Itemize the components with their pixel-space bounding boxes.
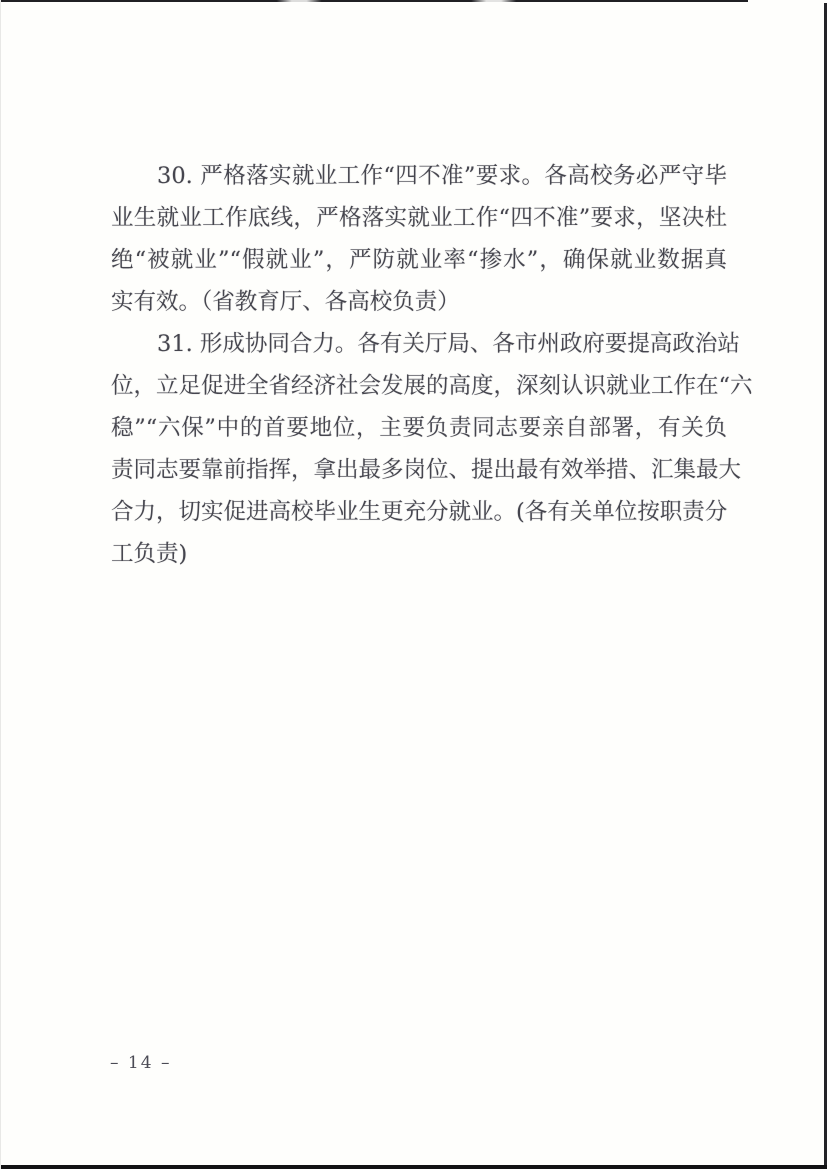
scan-edge-left [0, 0, 1, 1169]
paragraph-item-31 [111, 323, 753, 575]
page-number: – 14 – [110, 1053, 172, 1073]
scan-edge-bottom [0, 1165, 827, 1169]
scan-edge-top [0, 0, 748, 2]
paragraph-item-30 [111, 155, 727, 323]
text-line: 稳”“六保”中的首要地位，主要负责同志要亲自部署，有关负 [111, 415, 727, 441]
document-body [111, 155, 753, 575]
text-line: 30. 严格落实就业工作“四不准”要求。各高校务必严守毕 [157, 163, 727, 189]
text-line: 合力，切实促进高校毕业生更充分就业。(各有关单位按职责分 [111, 499, 728, 525]
text-line: 工负责) [111, 541, 188, 567]
text-line: 绝“被就业”“假就业”，严防就业率“掺水”，确保就业数据真 [111, 247, 727, 273]
text-line: 实有效。（省教育厅、各高校负责） [111, 289, 460, 315]
text-line: 31. 形成协同合力。各有关厅局、各市州政府要提高政治站 [157, 331, 740, 357]
text-line: 位，立足促进全省经济社会发展的高度，深刻认识就业工作在“六 [111, 373, 753, 399]
text-line: 业生就业工作底线，严格落实就业工作“四不准”要求，坚决杜 [111, 205, 727, 231]
text-line: 责同志要靠前指挥，拿出最多岗位、提出最有效举措、汇集最大 [111, 457, 742, 483]
